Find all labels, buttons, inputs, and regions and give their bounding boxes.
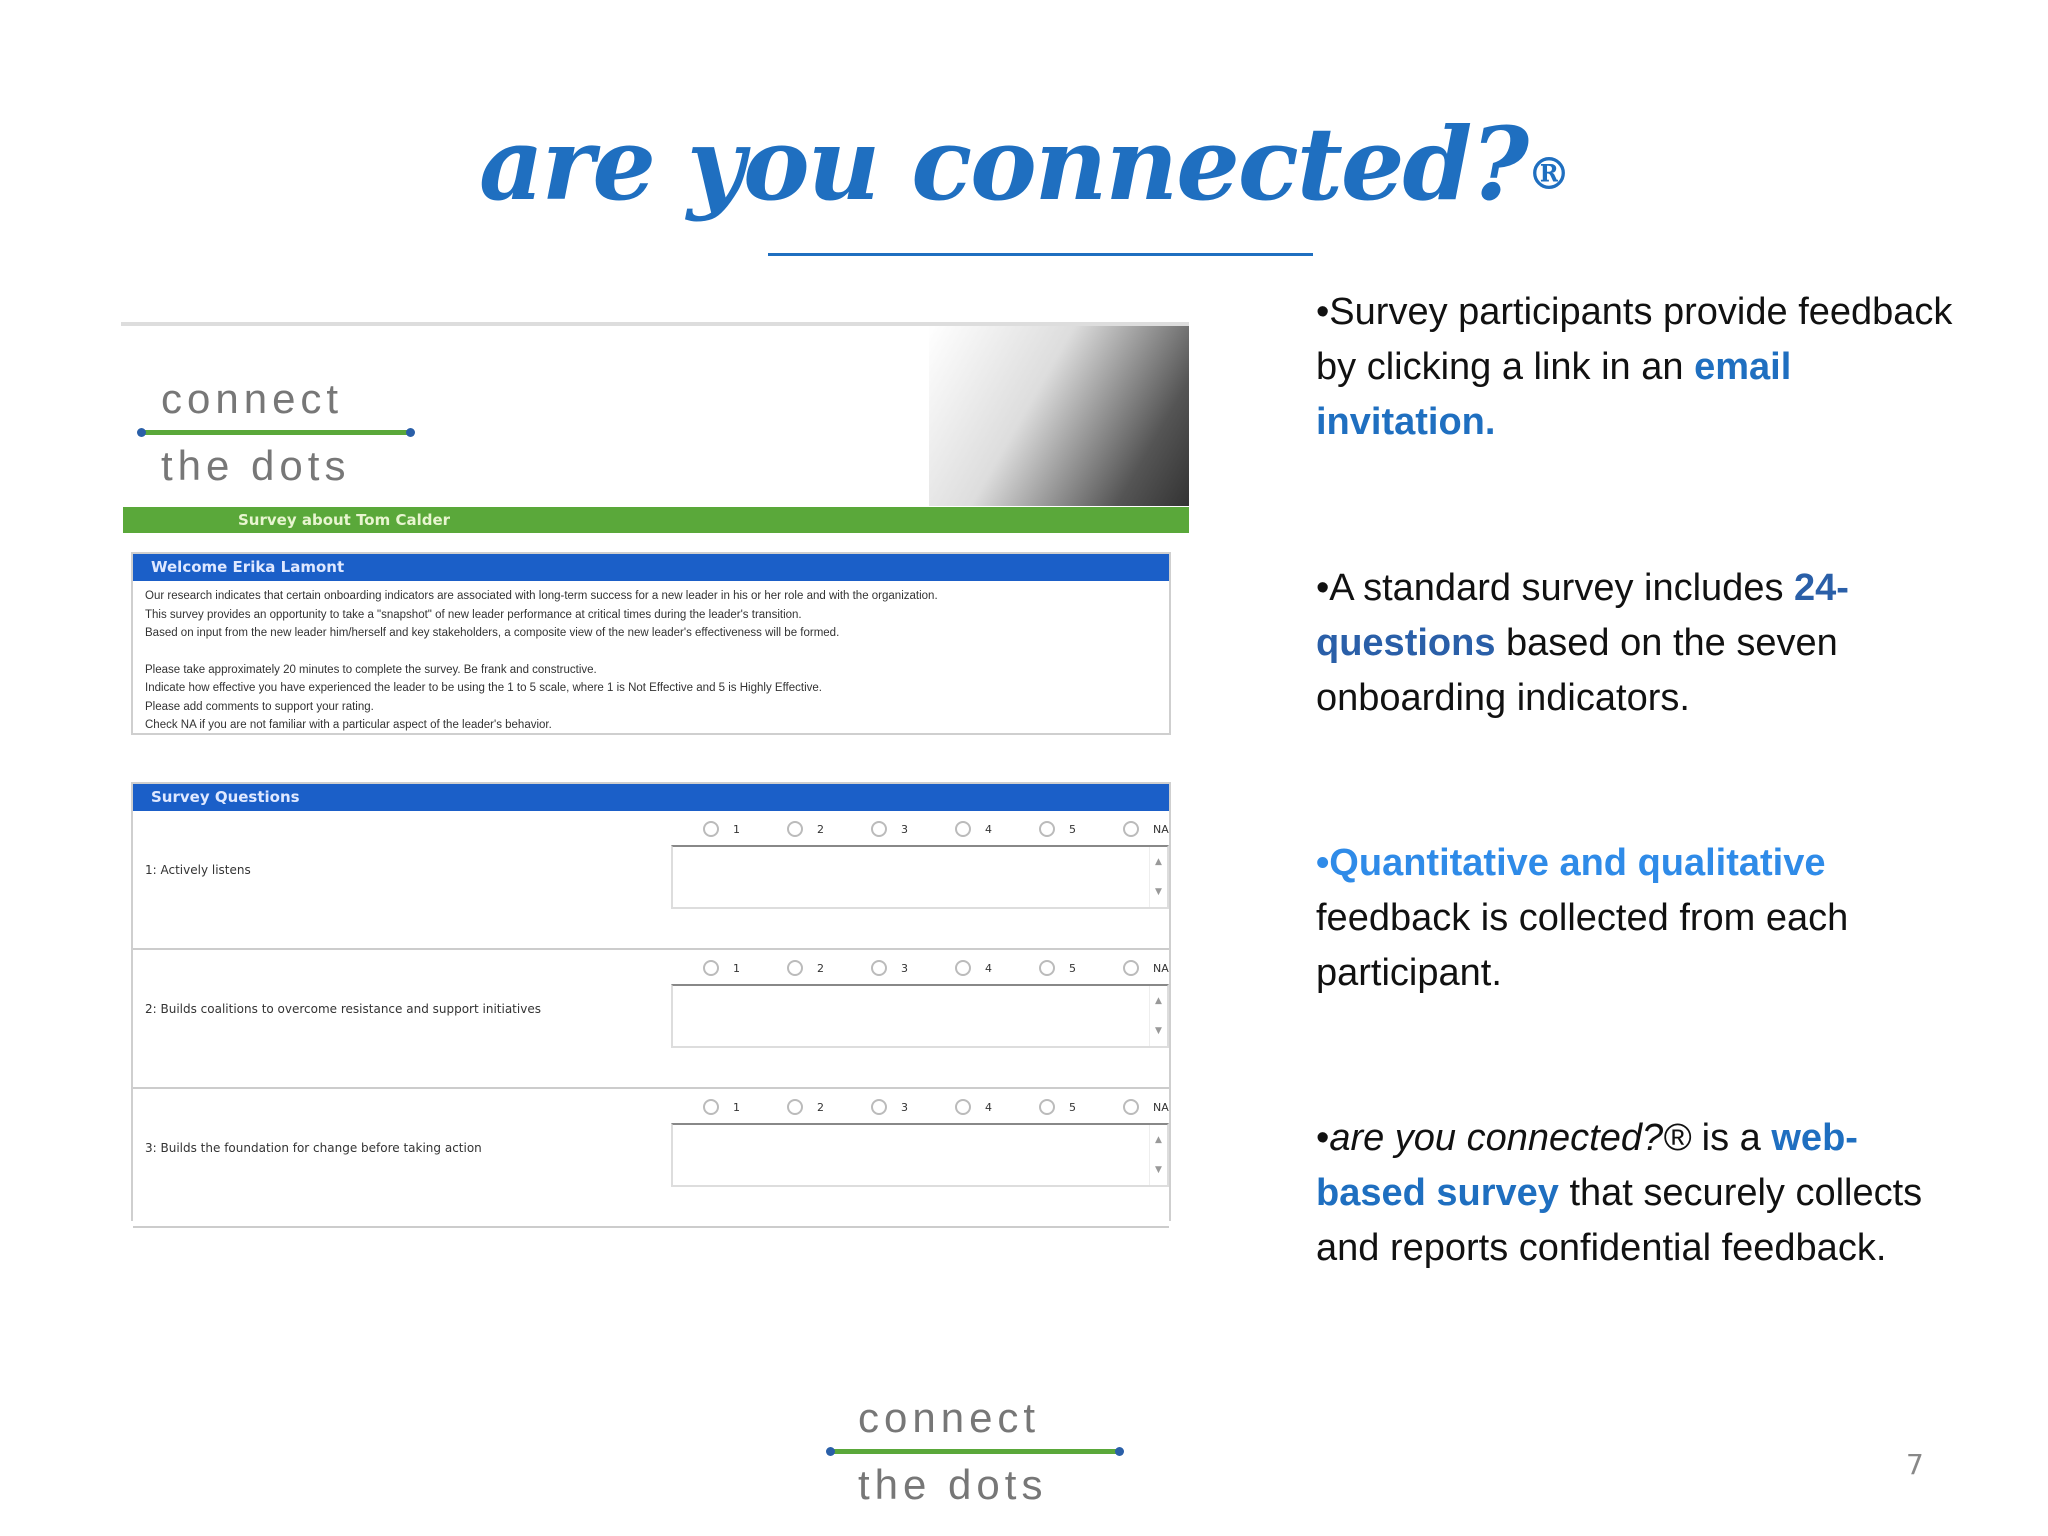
logo-line1: connect (161, 375, 344, 422)
welcome-line: Indicate how effective you have experienced the leader to be using the 1 to 5 scale, where 1 is Not Effective and 5 is Highly Effective. (145, 682, 822, 694)
logo-line2: the dots (858, 1461, 1048, 1508)
comment-textarea[interactable] (671, 984, 1169, 1048)
rating-label: 5 (1069, 822, 1076, 836)
rating-option[interactable] (1039, 960, 1123, 976)
welcome-line: This survey provides an opportunity to take a "snapshot" of new leader performance at critical times during the leader's transition. (145, 608, 802, 621)
rating-label: 2 (817, 961, 824, 975)
question-label: 1: Actively listens (145, 863, 251, 877)
header-logo (141, 376, 411, 489)
survey-screenshot (121, 322, 1189, 1215)
survey-questions-box (131, 782, 1171, 1221)
radio-button[interactable] (703, 1099, 719, 1115)
rating-label: 5 (1069, 961, 1076, 975)
rating-option[interactable] (703, 821, 787, 837)
rating-option[interactable] (787, 960, 871, 976)
textarea-scrollbar[interactable]: ▲ ▼ (1149, 1125, 1167, 1185)
rating-label: 1 (733, 1100, 740, 1114)
footer-logo (830, 1395, 1120, 1508)
question-label: 2: Builds coalitions to overcome resistance and support initiatives (145, 1002, 541, 1016)
radio-button[interactable] (955, 1099, 971, 1115)
bullet-3 (1316, 836, 1956, 1001)
rating-option[interactable] (1123, 821, 1207, 837)
radio-button[interactable] (1123, 960, 1139, 976)
rating-label: 2 (817, 822, 824, 836)
welcome-spacer (133, 643, 1169, 661)
welcome-line: Based on input from the new leader him/herself and key stakeholders, a composite view of the new leader's effectiveness will be formed. (145, 627, 840, 639)
question-row (133, 811, 1169, 950)
rating-label: 1 (733, 822, 740, 836)
question-label: 3: Builds the foundation for change before taking action (145, 1141, 482, 1155)
rating-label: 1 (733, 961, 740, 975)
rating-option[interactable] (1039, 1099, 1123, 1115)
logo-line2: the dots (161, 442, 351, 489)
radio-button[interactable] (955, 960, 971, 976)
slide-title (0, 105, 2048, 223)
rating-option[interactable] (703, 1099, 787, 1115)
question-row (133, 950, 1169, 1089)
bullet-text: • (1316, 1117, 1330, 1159)
textarea-scrollbar[interactable]: ▲ ▼ (1149, 986, 1167, 1046)
web-survey-highlight: web-based survey (1316, 1117, 1858, 1214)
radio-button[interactable] (1039, 960, 1055, 976)
radio-button[interactable] (787, 1099, 803, 1115)
rating-option[interactable] (1123, 1099, 1207, 1115)
product-name: are you connected?® (1329, 1117, 1692, 1159)
rating-scale (703, 960, 1207, 976)
rating-option[interactable] (703, 960, 787, 976)
page-number: 7 (1906, 1448, 1924, 1481)
welcome-line: Our research indicates that certain onboarding indicators are associated with long-term success for a new leader in his or her role and with the organization. (145, 590, 938, 602)
rating-option[interactable] (787, 1099, 871, 1115)
welcome-line: Check NA if you are not familiar with a particular aspect of the leader's behavior. (145, 719, 552, 731)
rating-option[interactable] (871, 1099, 955, 1115)
survey-banner: Survey about Tom Calder (123, 507, 1189, 533)
rating-label: 5 (1069, 1100, 1076, 1114)
radio-button[interactable] (955, 821, 971, 837)
rating-option[interactable] (955, 960, 1039, 976)
radio-button[interactable] (703, 821, 719, 837)
rating-label: 3 (901, 1100, 908, 1114)
welcome-box (131, 552, 1171, 735)
bullet-2 (1316, 561, 1956, 726)
rating-scale (703, 1099, 1207, 1115)
bullet-text: •A standard survey includes (1316, 567, 1795, 609)
comment-textarea[interactable] (671, 845, 1169, 909)
rating-option[interactable] (955, 1099, 1039, 1115)
quant-qual-highlight: •Quantitative and qualitative (1316, 842, 1826, 884)
radio-button[interactable] (787, 960, 803, 976)
rating-option[interactable] (955, 821, 1039, 837)
rating-scale (703, 821, 1207, 837)
rating-label: NA (1153, 961, 1169, 975)
radio-button[interactable] (1039, 1099, 1055, 1115)
radio-button[interactable] (703, 960, 719, 976)
title-underline (768, 253, 1313, 256)
bullet-text: based on the seven onboarding indicators. (1316, 622, 1838, 719)
rating-label: 4 (985, 822, 992, 836)
bullet-1 (1316, 285, 1956, 450)
rating-option[interactable] (1039, 821, 1123, 837)
logo-bar (141, 430, 411, 435)
bullet-text: that securely collects and reports confidential feedback. (1316, 1172, 1923, 1269)
rating-label: NA (1153, 822, 1169, 836)
bullet-text: •Survey participants provide feedback by clicking a link in an (1316, 291, 1953, 388)
radio-button[interactable] (787, 821, 803, 837)
rating-label: 2 (817, 1100, 824, 1114)
radio-button[interactable] (871, 821, 887, 837)
bullet-4 (1316, 1111, 1956, 1276)
rating-label: 4 (985, 1100, 992, 1114)
welcome-heading: Welcome Erika Lamont (133, 554, 1169, 581)
rating-label: 3 (901, 961, 908, 975)
welcome-line: Please take approximately 20 minutes to complete the survey. Be frank and constructive. (145, 663, 597, 676)
header-puzzle-image (929, 326, 1189, 506)
bullet-text: feedback is collected from each participant. (1316, 897, 1849, 994)
logo-line1: connect (858, 1394, 1041, 1441)
rating-option[interactable] (871, 960, 955, 976)
bullet-text: is a (1691, 1117, 1772, 1159)
radio-button[interactable] (1039, 821, 1055, 837)
radio-button[interactable] (871, 960, 887, 976)
rating-label: 4 (985, 961, 992, 975)
logo-bar (830, 1449, 1120, 1454)
rating-label: 3 (901, 822, 908, 836)
title-text: are you connected? (478, 105, 1528, 223)
radio-button[interactable] (1123, 821, 1139, 837)
rating-option[interactable] (787, 821, 871, 837)
rating-option[interactable] (1123, 960, 1207, 976)
rating-option[interactable] (871, 821, 955, 837)
comment-textarea[interactable] (671, 1123, 1169, 1187)
registered-mark: ® (1527, 149, 1570, 200)
rating-label: NA (1153, 1100, 1169, 1114)
email-invitation-highlight: email invitation. (1316, 346, 1792, 443)
question-row (133, 1089, 1169, 1228)
welcome-line: Please add comments to support your rating. (145, 700, 374, 713)
questions-highlight: 24-questions (1316, 567, 1849, 664)
radio-button[interactable] (871, 1099, 887, 1115)
questions-heading: Survey Questions (133, 784, 1169, 811)
radio-button[interactable] (1123, 1099, 1139, 1115)
textarea-scrollbar[interactable]: ▲ ▼ (1149, 847, 1167, 907)
